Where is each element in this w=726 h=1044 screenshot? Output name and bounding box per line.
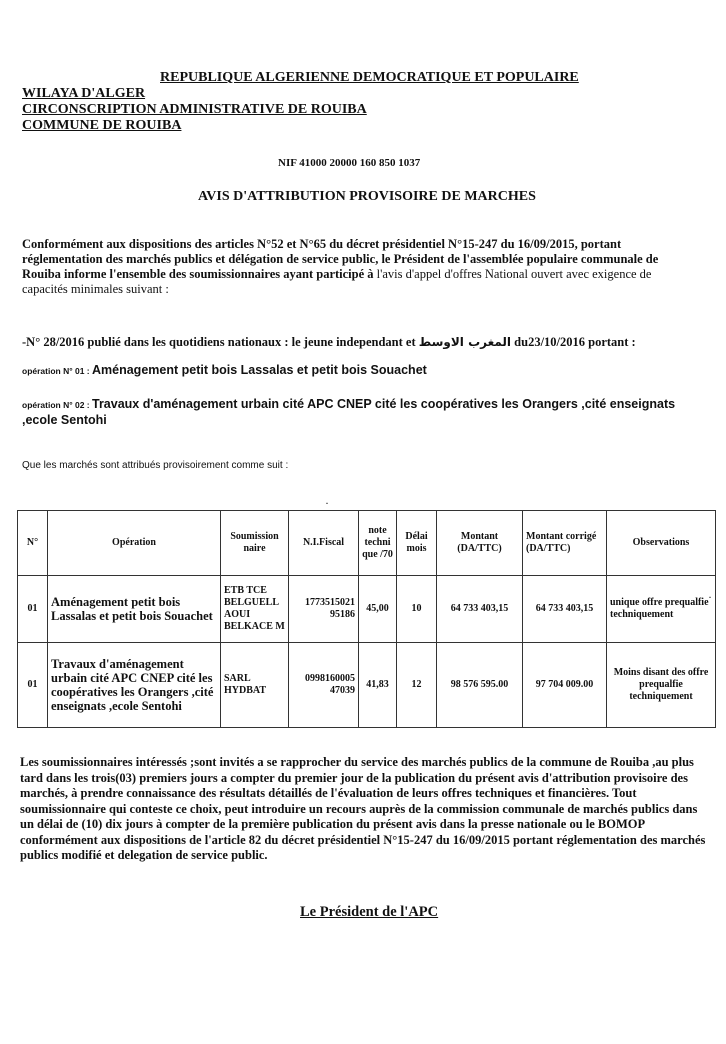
cell-montant: 98 576 595.00 xyxy=(437,643,523,728)
cell-delai: 10 xyxy=(397,576,437,643)
nif-line: NIF 41000 20000 160 850 1037 xyxy=(278,157,421,169)
table-row xyxy=(18,643,716,728)
cell-operation: Aménagement petit bois Lassalas et petit bois Souachet xyxy=(48,576,221,643)
document-title: AVIS D'ATTRIBUTION PROVISOIRE DE MARCHES xyxy=(198,189,536,204)
th-montant-corrige: Montant corrigé (DA/TTC) xyxy=(523,511,607,576)
cell-soumissionnaire: ETB TCE BELGUELL AOUI BELKACE M xyxy=(221,576,289,643)
table-intro: Que les marchés sont attribués provisoirement comme suit : xyxy=(22,460,289,471)
operation-01-prefix: opération N° 01 : xyxy=(22,366,92,376)
th-delai: Délai mois xyxy=(397,511,437,576)
th-nif: N.I.Fiscal xyxy=(289,511,359,576)
cell-nif: 0998160005 47039 xyxy=(289,643,359,728)
avis-arabic-newspaper: المغرب الاوسط xyxy=(418,335,512,349)
cell-soumissionnaire: SARL HYDBAT xyxy=(221,643,289,728)
th-operation: Opération xyxy=(48,511,221,576)
circonscription-heading: CIRCONSCRIPTION ADMINISTRATIVE DE ROUIBA xyxy=(22,102,367,117)
intro-paragraph xyxy=(22,237,677,297)
th-num: N° xyxy=(18,511,48,576)
cell-montant-corrige: 97 704 009.00 xyxy=(523,643,607,728)
th-soumissionnaire: Soumission naire xyxy=(221,511,289,576)
intro-tail-text: l'avis d'appel d'offres National ouvert avec exigence de capacités minimales suivant : xyxy=(22,267,652,296)
commune-heading: COMMUNE DE ROUIBA xyxy=(22,118,182,133)
scan-dot-mark: · xyxy=(708,590,712,604)
operation-01 xyxy=(22,363,692,379)
cell-note: 45,00 xyxy=(359,576,397,643)
cell-observations: Moins disant des offre prequalfie techniquement xyxy=(607,643,716,728)
table-row xyxy=(18,576,716,643)
cell-observations: unique offre prequalfie techniquement xyxy=(607,576,716,643)
republic-heading: REPUBLIQUE ALGERIENNE DEMOCRATIQUE ET POPULAIRE xyxy=(160,70,579,85)
operation-02-text: Travaux d'aménagement urbain cité APC CNEP cité les coopératives les Orangers ,cité enseignats ,ecole Sentohi xyxy=(22,397,676,427)
operation-02 xyxy=(22,397,682,428)
closing-paragraph: Les soumissionnaires intéressés ;sont invités a se rapprocher du service des marchés publics de la commune de Rouiba ,au plus tard dans les trois(03) premiers jours a compter du premier jour de la publication du présent avis d'attribution provisoire des marchés, à prendre connaissance des résultats détaillés de l'évaluation de leurs offres techniques et financières. Tout soumissionnaire qui conteste ce choix, peut introduire un recours auprès de la commission communale de marchés publics dans un délai de (10) dix jours à compter de la première publication du présent avis dans la presse nationale ou le BOMOP conformément aux dispositions de l'article 82 du décret présidentiel N°15-247 du 16/09/2015 portant réglementation des marchés publics modifié et delegation de service public. xyxy=(20,755,706,862)
wilaya-heading: WILAYA D'ALGER xyxy=(22,86,146,101)
intro-main-text: Conformément aux dispositions des articles N°52 et N°65 du décret présidentiel N°15-247 du 16/09/2015, portant réglementation des marchés publics et délégation de service public, le Président de l'assemblée populaire communale de Rouiba informe l'ensemble des soumissionnaires ayant participé à xyxy=(22,237,659,281)
cell-note: 41,83 xyxy=(359,643,397,728)
table-header-row xyxy=(18,511,716,576)
operation-02-prefix: opération N° 02 : xyxy=(22,400,92,410)
avis-line xyxy=(22,335,636,350)
cell-montant-corrige: 64 733 403,15 xyxy=(523,576,607,643)
attribution-table xyxy=(17,510,716,728)
avis-suffix: du23/10/2016 portant : xyxy=(511,335,636,349)
avis-prefix: -N° 28/2016 publié dans les quotidiens nationaux : le jeune independant et xyxy=(22,335,419,349)
scan-dot-mark: · xyxy=(325,496,329,510)
cell-delai: 12 xyxy=(397,643,437,728)
cell-num: 01 xyxy=(18,576,48,643)
cell-nif: 1773515021 95186 xyxy=(289,576,359,643)
th-observations: Observations xyxy=(607,511,716,576)
th-note: note techni que /70 xyxy=(359,511,397,576)
cell-montant: 64 733 403,15 xyxy=(437,576,523,643)
th-montant: Montant (DA/TTC) xyxy=(437,511,523,576)
signature-title: Le Président de l'APC xyxy=(300,904,439,920)
cell-num: 01 xyxy=(18,643,48,728)
operation-01-text: Aménagement petit bois Lassalas et petit bois Souachet xyxy=(92,363,427,377)
cell-operation: Travaux d'aménagement urbain cité APC CNEP cité les coopératives les Orangers ,cité enseignats ,ecole Sentohi xyxy=(48,643,221,728)
